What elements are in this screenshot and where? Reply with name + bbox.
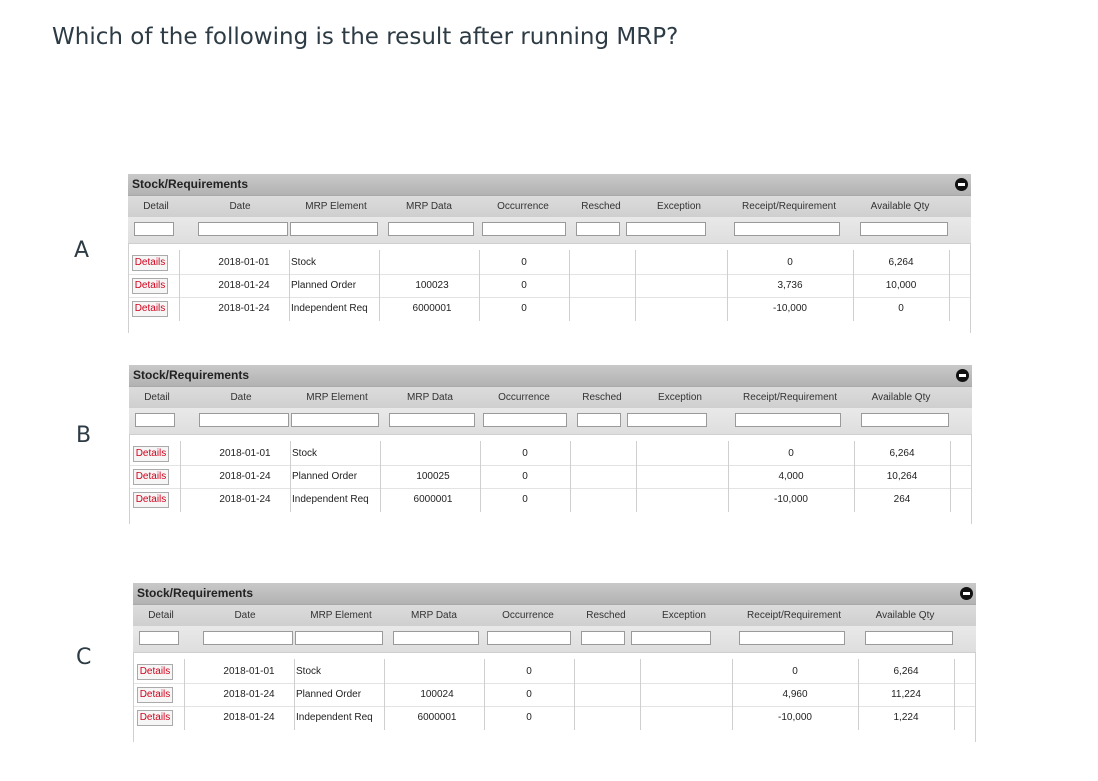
- column-divider: [728, 441, 729, 512]
- stock-requirements-panel-a: [128, 174, 971, 333]
- column-divider: [289, 250, 290, 321]
- filter-mrp-data[interactable]: [389, 413, 475, 427]
- requirements-table-body: [133, 653, 976, 742]
- column-divider: [858, 659, 859, 730]
- requirements-table-body: [129, 435, 972, 524]
- date-cell: 2018-01-24: [223, 689, 275, 700]
- filter-receipt-requirement[interactable]: [739, 631, 845, 645]
- column-header-occurrence[interactable]: Occurrence: [498, 392, 550, 403]
- filter-occurrence[interactable]: [482, 222, 566, 236]
- mrp-element-cell: Planned Order: [292, 471, 358, 482]
- mrp-data-cell: 6000001: [413, 494, 453, 505]
- available-qty-cell: 6,264: [893, 666, 919, 677]
- receipt-requirement-cell: 4,000: [778, 471, 804, 482]
- column-divider: [384, 659, 385, 730]
- filter-resched[interactable]: [576, 222, 620, 236]
- filter-row: [133, 626, 976, 653]
- occurrence-cell: 0: [522, 494, 528, 505]
- table-row: [129, 298, 970, 321]
- filter-mrp-element[interactable]: [295, 631, 383, 645]
- filter-mrp-element[interactable]: [290, 222, 378, 236]
- column-divider: [180, 441, 181, 512]
- date-cell: 2018-01-24: [218, 280, 270, 291]
- option-letter-a[interactable]: A: [74, 238, 90, 263]
- column-divider: [380, 441, 381, 512]
- column-divider: [574, 659, 575, 730]
- column-divider: [950, 441, 951, 512]
- available-qty-cell: 6,264: [888, 257, 914, 268]
- table-row: [134, 661, 975, 684]
- filter-date[interactable]: [198, 222, 288, 236]
- filter-mrp-element[interactable]: [291, 413, 379, 427]
- filter-exception[interactable]: [631, 631, 711, 645]
- table-row: [130, 443, 971, 466]
- column-divider: [727, 250, 728, 321]
- date-cell: 2018-01-24: [223, 712, 275, 723]
- column-header-mrp-data[interactable]: MRP Data: [406, 201, 452, 212]
- filter-row: [129, 408, 972, 435]
- option-letter-c[interactable]: C: [76, 645, 92, 670]
- receipt-requirement-cell: 4,960: [782, 689, 808, 700]
- column-divider: [179, 250, 180, 321]
- details-button[interactable]: Details: [133, 446, 169, 462]
- mrp-data-cell: 100025: [416, 471, 450, 482]
- date-cell: 2018-01-24: [218, 303, 270, 314]
- requirements-table-body: [128, 244, 971, 333]
- stock-requirements-panel-c: [133, 583, 976, 742]
- receipt-requirement-cell: 0: [787, 257, 793, 268]
- column-header-row: [128, 196, 971, 217]
- details-button[interactable]: Details: [137, 710, 173, 726]
- collapse-toggle-icon[interactable]: [960, 587, 973, 600]
- column-header-receipt-requirement[interactable]: Receipt/Requirement: [747, 610, 841, 621]
- details-button[interactable]: Details: [132, 301, 168, 317]
- column-header-exception[interactable]: Exception: [658, 392, 702, 403]
- date-cell: 2018-01-01: [223, 666, 275, 677]
- receipt-requirement-cell: 0: [792, 666, 798, 677]
- column-header-mrp-element[interactable]: MRP Element: [310, 610, 372, 621]
- filter-resched[interactable]: [577, 413, 621, 427]
- occurrence-cell: 0: [526, 712, 532, 723]
- mrp-data-cell: 6000001: [412, 303, 452, 314]
- column-divider: [640, 659, 641, 730]
- filter-available-qty[interactable]: [861, 413, 949, 427]
- column-header-occurrence[interactable]: Occurrence: [502, 610, 554, 621]
- details-button[interactable]: Details: [137, 664, 173, 680]
- occurrence-cell: 0: [521, 280, 527, 291]
- occurrence-cell: 0: [522, 448, 528, 459]
- collapse-toggle-icon[interactable]: [955, 178, 968, 191]
- date-cell: 2018-01-24: [219, 494, 271, 505]
- mrp-element-cell: Planned Order: [296, 689, 362, 700]
- column-header-resched[interactable]: Resched: [582, 392, 622, 403]
- column-divider: [954, 659, 955, 730]
- panel-title: Stock/Requirements: [137, 586, 254, 600]
- mrp-element-cell: Stock: [291, 257, 317, 268]
- filter-detail[interactable]: [135, 413, 175, 427]
- table-row: [134, 707, 975, 730]
- table-row: [130, 466, 971, 489]
- column-header-mrp-data[interactable]: MRP Data: [411, 610, 457, 621]
- column-divider: [570, 441, 571, 512]
- receipt-requirement-cell: -10,000: [778, 712, 812, 723]
- date-cell: 2018-01-24: [219, 471, 271, 482]
- filter-exception[interactable]: [626, 222, 706, 236]
- mrp-element-cell: Stock: [292, 448, 318, 459]
- available-qty-cell: 6,264: [889, 448, 915, 459]
- occurrence-cell: 0: [526, 689, 532, 700]
- filter-detail[interactable]: [134, 222, 174, 236]
- details-button[interactable]: Details: [137, 687, 173, 703]
- column-header-date[interactable]: Date: [229, 201, 251, 212]
- column-header-receipt-requirement[interactable]: Receipt/Requirement: [742, 201, 836, 212]
- panel-header: [133, 583, 976, 605]
- column-header-mrp-element[interactable]: MRP Element: [306, 392, 368, 403]
- column-header-date[interactable]: Date: [234, 610, 256, 621]
- column-divider: [853, 250, 854, 321]
- occurrence-cell: 0: [521, 303, 527, 314]
- date-cell: 2018-01-01: [218, 257, 270, 268]
- column-header-detail[interactable]: Detail: [143, 201, 169, 212]
- option-letter-b[interactable]: B: [76, 423, 92, 448]
- column-header-exception[interactable]: Exception: [657, 201, 701, 212]
- filter-detail[interactable]: [139, 631, 179, 645]
- available-qty-cell: 0: [898, 303, 904, 314]
- receipt-requirement-cell: 0: [788, 448, 794, 459]
- details-button[interactable]: Details: [133, 492, 169, 508]
- receipt-requirement-cell: -10,000: [773, 303, 807, 314]
- column-header-receipt-requirement[interactable]: Receipt/Requirement: [743, 392, 837, 403]
- column-divider: [294, 659, 295, 730]
- column-header-mrp-data[interactable]: MRP Data: [407, 392, 453, 403]
- column-divider: [480, 441, 481, 512]
- mrp-element-cell: Independent Req: [291, 303, 368, 314]
- available-qty-cell: 10,264: [886, 471, 918, 482]
- mrp-data-cell: 6000001: [417, 712, 457, 723]
- available-qty-cell: 11,224: [891, 689, 921, 700]
- column-divider: [479, 250, 480, 321]
- column-header-mrp-element[interactable]: MRP Element: [305, 201, 367, 212]
- filter-date[interactable]: [199, 413, 289, 427]
- occurrence-cell: 0: [522, 471, 528, 482]
- question-text: Which of the following is the result after running MRP?: [52, 24, 679, 50]
- receipt-requirement-cell: -10,000: [774, 494, 808, 505]
- available-qty-cell: 10,000: [885, 280, 917, 291]
- table-row: [129, 252, 970, 275]
- column-header-available-qty[interactable]: Available Qty: [875, 610, 935, 621]
- mrp-element-cell: Independent Req: [296, 712, 373, 723]
- column-divider: [184, 659, 185, 730]
- mrp-element-cell: Planned Order: [291, 280, 357, 291]
- mrp-element-cell: Independent Req: [292, 494, 369, 505]
- mrp-data-cell: 100023: [415, 280, 449, 291]
- filter-occurrence[interactable]: [487, 631, 571, 645]
- filter-available-qty[interactable]: [860, 222, 948, 236]
- details-button[interactable]: Details: [132, 278, 168, 294]
- column-divider: [635, 250, 636, 321]
- occurrence-cell: 0: [526, 666, 532, 677]
- details-button[interactable]: Details: [132, 255, 168, 271]
- column-divider: [379, 250, 380, 321]
- column-header-occurrence[interactable]: Occurrence: [497, 201, 549, 212]
- column-header-detail[interactable]: Detail: [148, 610, 174, 621]
- column-header-row: [133, 605, 976, 626]
- table-row: [134, 684, 975, 707]
- details-button[interactable]: Details: [133, 469, 169, 485]
- table-row: [130, 489, 971, 512]
- column-divider: [569, 250, 570, 321]
- panel-title: Stock/Requirements: [132, 177, 249, 191]
- filter-receipt-requirement[interactable]: [735, 413, 841, 427]
- column-divider: [636, 441, 637, 512]
- filter-date[interactable]: [203, 631, 293, 645]
- column-header-exception[interactable]: Exception: [662, 610, 706, 621]
- panel-header: [129, 365, 972, 387]
- filter-mrp-data[interactable]: [388, 222, 474, 236]
- collapse-toggle-icon[interactable]: [956, 369, 969, 382]
- column-divider: [484, 659, 485, 730]
- filter-exception[interactable]: [627, 413, 707, 427]
- filter-occurrence[interactable]: [483, 413, 567, 427]
- stock-requirements-panel-b: [129, 365, 972, 524]
- receipt-requirement-cell: 3,736: [777, 280, 803, 291]
- mrp-data-cell: 100024: [420, 689, 454, 700]
- column-divider: [949, 250, 950, 321]
- column-divider: [854, 441, 855, 512]
- column-header-resched[interactable]: Resched: [586, 610, 626, 621]
- column-divider: [732, 659, 733, 730]
- table-row: [129, 275, 970, 298]
- column-header-date[interactable]: Date: [230, 392, 252, 403]
- mrp-element-cell: Stock: [296, 666, 322, 677]
- column-header-resched[interactable]: Resched: [581, 201, 621, 212]
- available-qty-cell: 1,224: [893, 712, 919, 723]
- filter-mrp-data[interactable]: [393, 631, 479, 645]
- panel-header: [128, 174, 971, 196]
- column-header-available-qty[interactable]: Available Qty: [870, 201, 930, 212]
- column-header-available-qty[interactable]: Available Qty: [871, 392, 931, 403]
- filter-row: [128, 217, 971, 244]
- date-cell: 2018-01-01: [219, 448, 271, 459]
- filter-available-qty[interactable]: [865, 631, 953, 645]
- panel-title: Stock/Requirements: [133, 368, 250, 382]
- column-header-detail[interactable]: Detail: [144, 392, 170, 403]
- filter-resched[interactable]: [581, 631, 625, 645]
- available-qty-cell: 264: [893, 494, 911, 505]
- column-header-row: [129, 387, 972, 408]
- occurrence-cell: 0: [521, 257, 527, 268]
- column-divider: [290, 441, 291, 512]
- filter-receipt-requirement[interactable]: [734, 222, 840, 236]
